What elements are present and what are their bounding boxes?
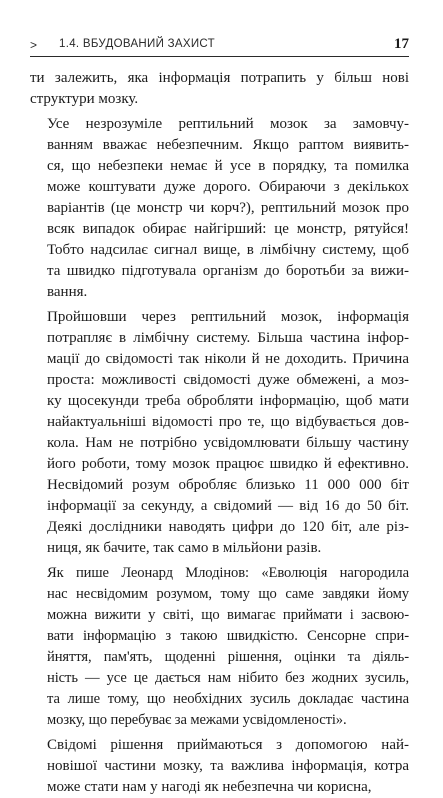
text-line: вання. [47, 284, 88, 300]
header-chevron: > [30, 38, 38, 52]
text-line: мозку, що перебуває за межами усвідомленості». [47, 712, 347, 728]
text-line: всяк випадок обирає найгірший: це монстр, рятуйся! [47, 221, 409, 237]
text-line: проста: можливості свідомості дуже обмежені, а моз- [47, 372, 409, 388]
paragraph [30, 68, 409, 110]
text-line: та лише тому, що необхідних зусиль докладає частина [47, 691, 409, 707]
text-line: та швидко підготувала організм до боротьби за вижи- [47, 263, 409, 279]
text-line: структури мозку. [30, 91, 139, 107]
text-line: можна вижити у світі, що вимагає приймати і засвою- [47, 607, 409, 623]
text-line: може коштувати дуже дорого. Обираючи з декількох [47, 179, 409, 195]
text-line: Тобто надсилає сигнал вище, в лімбічну систему, щоб [47, 242, 409, 258]
text-line: ниця, як бачите, так само в мільйони разів. [47, 540, 322, 556]
text-line: його роботи, тому мозок працює швидко й ефективно. [47, 456, 409, 472]
paragraph [30, 307, 409, 559]
text-line: ти залежить, яка інформація потрапить у більш нові [30, 70, 409, 86]
text-line: інформації за секунду, а свідомий — від 16 до 50 біт. [47, 498, 409, 514]
text-line: кола. Нам не потрібно усвідомлювати більшу частину [47, 435, 409, 451]
header-section-title: 1.4. ВБУДОВАНИЙ ЗАХИСТ [59, 38, 215, 50]
text-line: мації до свідомості так ніколи й не доходить. Причина [47, 351, 409, 367]
text-line: новішої частини мозку, та важлива інформація, котра [47, 758, 409, 774]
paragraph [30, 735, 409, 798]
text-line: ванням вважає небезпечним. Якщо раптом виявить- [47, 137, 409, 153]
text-line: Свідомі рішення приймаються з допомогою най- [47, 737, 409, 753]
text-line: варіантів (це монстр чи корч?), рептильний мозок про [47, 200, 409, 216]
text-line: Несвідомий розум обробляє близько 11 000 000 біт [47, 477, 409, 493]
text-line: найактуальніші відомості про те, що відбувається дов- [47, 414, 409, 430]
quote-paragraph [30, 563, 409, 731]
text-line: ність — усе це дається нам нібито без жодних зусиль, [47, 670, 409, 686]
text-line: потрапляє в лімбічну систему. Більша частина інфор- [47, 330, 409, 346]
text-line: Деякі дослідники наводять цифри до 120 біт, але різ- [47, 519, 409, 535]
text-line: Усе незрозуміле рептильний мозок за замовчу- [47, 116, 409, 132]
text-line: нас несвідомим розумом, тому що саме завдяки йому [47, 586, 409, 602]
text-line: ку щосекунди треба обробляти інформацію, щоб мати [47, 393, 409, 409]
page-number: 17 [394, 36, 409, 52]
paragraph [30, 114, 409, 303]
text-line: йняття, пам'ять, щоденні рішення, оцінки та діяль- [47, 649, 409, 665]
text-line: вати інформацію з такою швидкістю. Сенсорне спри- [47, 628, 409, 644]
running-header [30, 36, 409, 57]
text-line: Як пише Леонард Млодінов: «Еволюція нагородила [47, 565, 409, 581]
text-line: ся, що небезпеки немає й усе в порядку, та помилка [47, 158, 409, 174]
text-line: може стати нам у нагоді як небезпечна чи корисна, [47, 779, 372, 795]
text-line: Пройшовши через рептильний мозок, інформація [47, 309, 409, 325]
